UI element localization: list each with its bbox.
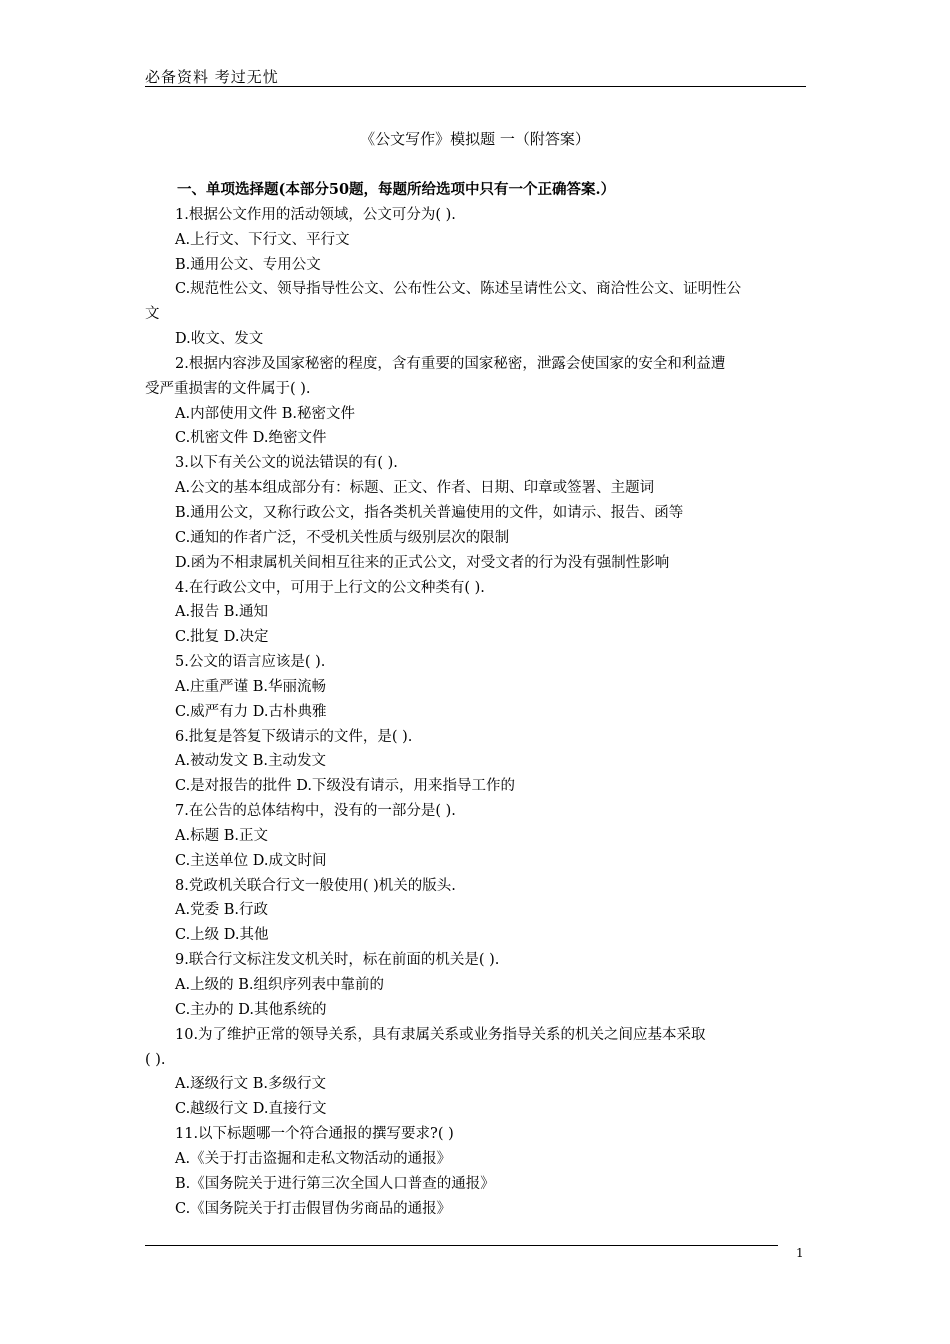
answer-option: C.主办的 D.其他系统的 [175, 1001, 327, 1018]
answer-option: C.批复 D.决定 [175, 629, 269, 646]
answer-option: C.是对报告的批件 D.下级没有请示，用来指导工作的 [175, 778, 516, 795]
answer-option: C.威严有力 D.古朴典雅 [175, 703, 327, 720]
answer-option: C.《国务院关于打击假冒伪劣商品的通报》 [175, 1200, 452, 1217]
answer-option: A.庄重严谨 B.华丽流畅 [175, 678, 326, 695]
answer-option: A.上行文、下行文、平行文 [175, 231, 350, 248]
answer-option-continuation: 文 [145, 306, 160, 323]
answer-option: A.被动发文 B.主动发文 [175, 753, 326, 770]
question-text: 1.根据公文作用的活动领域，公文可分为( ). [175, 206, 456, 223]
footer-divider [145, 1245, 778, 1246]
answer-option: C.越级行文 D.直接行文 [175, 1101, 327, 1118]
question-text: 4.在行政公文中，可用于上行文的公文种类有( ). [175, 579, 485, 596]
question-text-continuation: 受严重损害的文件属于( ). [145, 380, 311, 397]
question-text: 10.为了维护正常的领导关系，具有隶属关系或业务指导关系的机关之间应基本采取 [175, 1026, 706, 1043]
answer-option: B.《国务院关于进行第三次全国人口普查的通报》 [175, 1175, 495, 1192]
section-heading: 一、单项选择题(本部分50题，每题所给选项中只有一个正确答案.） [177, 181, 616, 198]
answer-option: A.公文的基本组成部分有：标题、正文、作者、日期、印章或签署、主题词 [175, 480, 655, 497]
question-text: 8.党政机关联合行文一般使用( )机关的版头. [175, 877, 456, 894]
question-text: 3.以下有关公文的说法错误的有( ). [175, 455, 398, 472]
answer-option: C.主送单位 D.成文时间 [175, 852, 327, 869]
answer-option: C.机密文件 D.绝密文件 [175, 430, 327, 447]
answer-option: B.通用公文，又称行政公文，指各类机关普遍使用的文件，如请示、报告、函等 [175, 504, 684, 521]
answer-option: B.通用公文、专用公文 [175, 256, 321, 273]
page-header: 必备资料 考过无忧 [145, 68, 279, 86]
answer-option: D.收文、发文 [175, 331, 264, 348]
answer-option: A.标题 B.正文 [175, 827, 268, 844]
document-title: 《公文写作》模拟题 一（附答案） [360, 130, 590, 148]
document-body [145, 178, 807, 1221]
answer-option: A.党委 B.行政 [175, 902, 268, 919]
question-text: 2.根据内容涉及国家秘密的程度，含有重要的国家秘密，泄露会使国家的安全和利益遭 [175, 355, 726, 372]
answer-option: A.上级的 B.组织序列表中靠前的 [175, 977, 384, 993]
answer-option: C.规范性公文、领导指导性公文、公布性公文、陈述呈请性公文、商洽性公文、证明性公 [175, 281, 742, 298]
answer-option: A.内部使用文件 B.秘密文件 [175, 405, 355, 422]
question-text: 7.在公告的总体结构中，没有的一部分是( ). [175, 803, 456, 820]
question-text: 6.批复是答复下级请示的文件，是( ). [175, 728, 413, 745]
question-text: 5.公文的语言应该是( ). [175, 654, 326, 671]
question-text: 11.以下标题哪一个符合通报的撰写要求?( ) [175, 1126, 454, 1143]
question-text: 9.联合行文标注发文机关时，标在前面的机关是( ). [175, 952, 500, 969]
header-divider [145, 86, 806, 87]
answer-option: D.函为不相隶属机关间相互往来的正式公文，对受文者的行为没有强制性影响 [175, 554, 670, 571]
answer-option: C.上级 D.其他 [175, 927, 269, 944]
answer-option: C.通知的作者广泛，不受机关性质与级别层次的限制 [175, 529, 510, 546]
answer-option: A.《关于打击盗掘和走私文物活动的通报》 [175, 1150, 452, 1167]
page-number: 1 [796, 1246, 804, 1260]
answer-option: A.报告 B.通知 [175, 604, 268, 621]
question-text-continuation: ( ). [145, 1051, 166, 1068]
answer-option: A.逐级行文 B.多级行文 [175, 1076, 326, 1093]
